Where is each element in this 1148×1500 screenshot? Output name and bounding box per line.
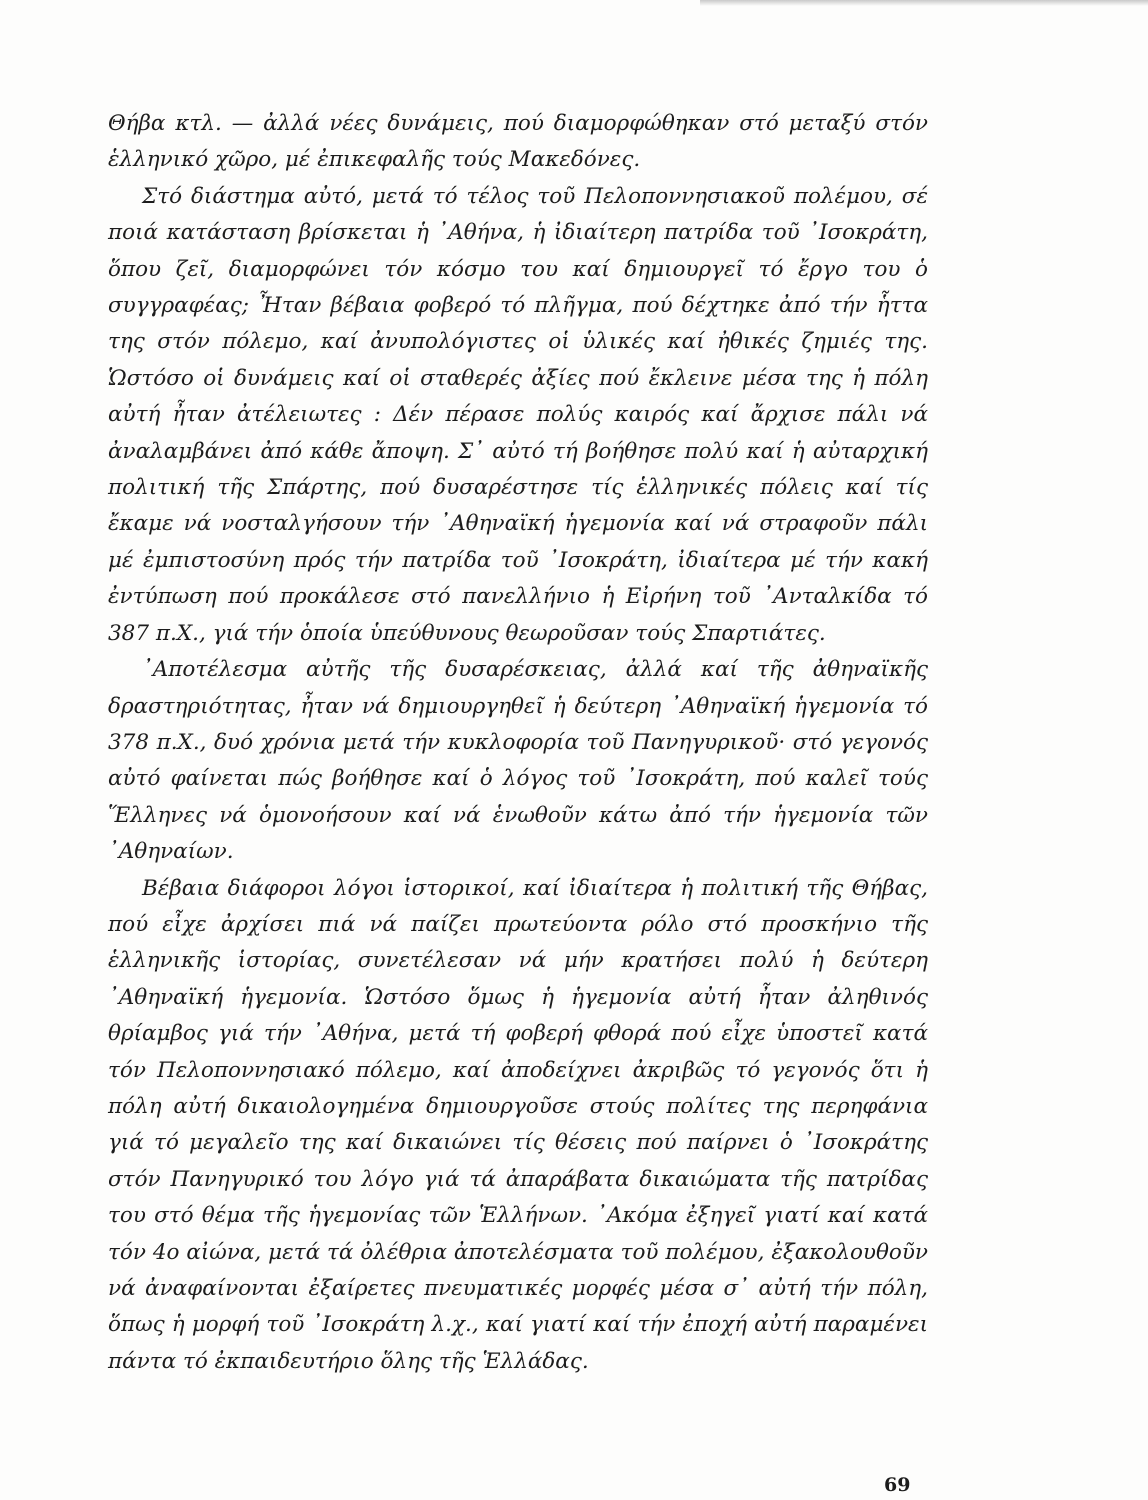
body-text <box>108 106 928 1380</box>
paragraph-second-hegemony: ᾿Αποτέλεσμα αὐτῆς τῆς δυσαρέσκειας, ἀλλά καί τῆς ἀθηναϊκῆς δραστηριότητας, ἦταν νά δημιουργηθεῖ ἡ δεύτερη ᾿Αθηναϊκή ἡγεμονία τό 378 π.Χ., δυό χρόνια μετά τήν κυκλοφορία τοῦ Πανηγυρικοῦ· στό γεγονός αὐτό φαίνεται πώς βοήθησε καί ὁ λόγος τοῦ ᾿Ισοκράτη, πού καλεῖ τούς Ἕλληνες νά ὁμονοήσουν καί νά ἑνωθοῦν κάτω ἀπό τήν ἡγεμονία τῶν ᾿Αθηναίων. <box>108 657 928 865</box>
paragraph-continuation: Θήβα κτλ. — ἀλλά νέες δυνάμεις, πού διαμορφώθηκαν στό μεταξύ στόν ἑλληνικό χῶρο, μέ ἐπικεφαλῆς τούς Μακεδόνες. <box>108 111 928 173</box>
paragraph-thebes-policy: Βέβαια διάφοροι λόγοι ἱστορικοί, καί ἰδιαίτερα ἡ πολιτική τῆς Θήβας, πού εἶχε ἀρχίσει πιά νά παίζει πρωτεύοντα ρόλο στό προσκήνιο τῆς ἑλληνικῆς ἱστορίας, συνετέλεσαν νά μήν κρατήσει πολύ ἡ δεύτερη ᾿Αθηναϊκή ἡγεμονία. Ὡστόσο ὅμως ἡ ἡγεμονία αὐτή ἦταν ἀληθινός θρίαμβος γιά τήν ᾿Αθήνα, μετά τή φοβερή φθορά πού εἶχε ὑποστεῖ κατά τόν Πελοποννησιακό πόλεμο, καί ἀποδείχνει ἀκριβῶς τό γεγονός ὅτι ἡ πόλη αὐτή δικαιολογημένα δημιουργοῦσε στούς πολίτες της περηφάνια γιά τό μεγαλεῖο της καί δικαιώνει τίς θέσεις πού παίρνει ὁ ᾿Ισοκράτης στόν Πανηγυρικό του λόγο γιά τά ἀπαράβατα δικαιώματα τῆς πατρίδας του στό θέμα τῆς ἡγεμονίας τῶν Ἑλλήνων. ᾿Ακόμα ἐξηγεῖ γιατί καί κατά τόν 4ο αἰώνα, μετά τά ὀλέθρια ἀποτελέσματα τοῦ πολέμου, ἐξακολουθοῦν νά ἀναφαίνονται ἐξαίρετες πνευματικές μορφές μέσα σ᾿ αὐτή τήν πόλη, ὅπως ἡ μορφή τοῦ ᾿Ισοκράτη λ.χ., καί γιατί καί τήν ἐποχή αὐτή παραμένει πάντα τό ἐκπαιδευτήριο ὅλης τῆς Ἑλλάδας. <box>108 875 928 1374</box>
scan-edge-shadow <box>700 0 1148 6</box>
page-number: 69 <box>884 1474 911 1496</box>
paragraph-athens-after-war: Στό διάστημα αὐτό, μετά τό τέλος τοῦ Πελοποννησιακοῦ πολέμου, σέ ποιά κατάσταση βρίσκεται ἡ ᾿Αθήνα, ἡ ἰδιαίτερη πατρίδα τοῦ ᾿Ισοκράτη, ὅπου ζεῖ, διαμορφώνει τόν κόσμο του καί δημιουργεῖ τό ἔργο του ὁ συγγραφέας; Ἦταν βέβαια φοβερό τό πλῆγμα, πού δέχτηκε ἀπό τήν ἧττα της στόν πόλεμο, καί ἀνυπολόγιστες οἱ ὑλικές καί ἠθικές ζημιές της. Ὡστόσο οἱ δυνάμεις καί οἱ σταθερές ἀξίες πού ἔκλεινε μέσα της ἡ πόλη αὐτή ἦταν ἀτέλειωτες : Δέν πέρασε πολύς καιρός καί ἄρχισε πάλι νά ἀναλαμβάνει ἀπό κάθε ἄποψη. Σ᾿ αὐτό τή βοήθησε πολύ καί ἡ αὐταρχική πολιτική τῆς Σπάρτης, πού δυσαρέστησε τίς ἑλληνικές πόλεις καί τίς ἔκαμε νά νοσταλγήσουν τήν ᾿Αθηναϊκή ἡγεμονία καί νά στραφοῦν πάλι μέ ἐμπιστοσύνη πρός τήν πατρίδα τοῦ ᾿Ισοκράτη, ἰδιαίτερα μέ τήν κακή ἐντύπωση πού προκάλεσε στό πανελλήνιο ἡ Εἰρήνη τοῦ ᾿Ανταλκίδα τό 387 π.Χ., γιά τήν ὁποία ὑπεύθυνους θεωροῦσαν τούς Σπαρτιάτες. <box>108 183 928 646</box>
